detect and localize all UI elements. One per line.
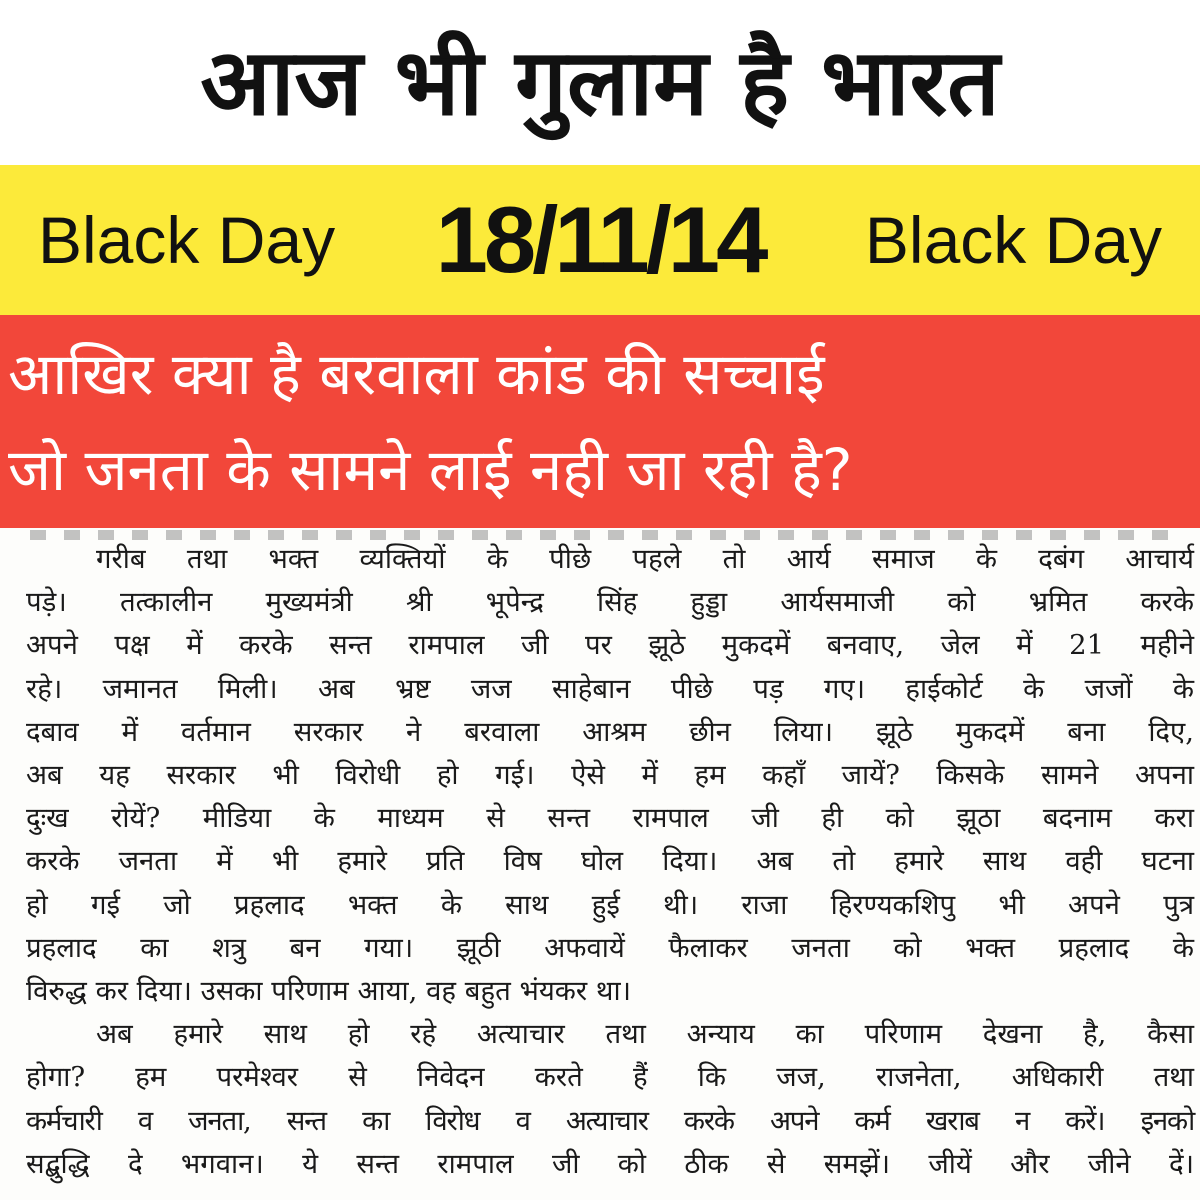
text-line: करके जनता में भी हमारे प्रति विष घोल दिया। अब तो हमारे साथ वही घटना (26, 845, 1194, 878)
black-day-label-left: Black Day (38, 203, 336, 277)
text-line: अब यह सरकार भी विरोधी हो गई। ऐसे में हम कहाँ जायें? किसके सामने अपना (26, 759, 1194, 792)
text-line: होगा? हम परमेश्वर से निवेदन करते हैं कि जज, राजनेता, अधिकारी तथा (26, 1061, 1194, 1094)
black-day-label-right: Black Day (864, 203, 1162, 277)
cropped-text-edge (30, 530, 1170, 540)
text-line: हो गई जो प्रहलाद भक्त के साथ हुई थी। राजा हिरण्यकशिपु भी अपने पुत्र (26, 888, 1194, 921)
title-banner (0, 0, 1200, 165)
text-line: प्रहलाद का शत्रु बन गया। झूठी अफवायें फैलाकर जनता को भक्त प्रहलाद के (26, 931, 1194, 964)
scanned-document (0, 528, 1200, 1200)
text-line: अब हमारे साथ हो रहे अत्याचार तथा अन्याय का परिणाम देखना है, कैसा (96, 1018, 1194, 1051)
text-line: दुःख रोयें? मीडिया के माध्यम से सन्त रामपाल जी ही को झूठा बदनाम करा (26, 802, 1194, 835)
text-line: दबाव में वर्तमान सरकार ने बरवाला आश्रम छीन लिया। झूठे मुकदमें बना दिए, (26, 715, 1194, 748)
text-line: पड़े। तत्कालीन मुख्यमंत्री श्री भूपेन्द्र सिंह हुड्डा आर्यसमाजी को भ्रमित करके (26, 586, 1194, 619)
headline-line-2: जो जनता के सामने लाई नही जा रही है? (8, 435, 853, 504)
text-line: गरीब तथा भक्त व्यक्तियों के पीछे पहले तो आर्य समाज के दबंग आचार्य (96, 543, 1194, 575)
page-title: आज भी गुलाम है भारत (200, 28, 1000, 136)
document-paragraph-1 (0, 538, 1200, 1013)
text-line: विरुद्ध कर दिया। उसका परिणाम आया, वह बहुत भंयकर था। (26, 975, 631, 1008)
headline-line-1: आखिर क्या है बरवाला कांड की सच्चाई (8, 339, 825, 408)
document-paragraph-2 (0, 1013, 1200, 1186)
text-line: सद्बुद्धि दे भगवान। ये सन्त रामपाल जी को ठीक से समझें। जीयें और जीने दें। (26, 1147, 1194, 1180)
headline-banner (0, 315, 1200, 528)
text-line: रहे। जमानत मिली। अब भ्रष्ट जज साहेबान पीछे पड़ गए। हाईकोर्ट के जजों के (26, 672, 1194, 705)
date-label: 18/11/14 (435, 187, 765, 292)
text-line: अपने पक्ष में करके सन्त रामपाल जी पर झूठे मुकदमें बनवाए, जेल में 21 महीने (26, 629, 1194, 662)
date-banner (0, 165, 1200, 315)
text-line: कर्मचारी व जनता, सन्त का विरोध व अत्याचार करके अपने कर्म खराब न करें। इनको (26, 1104, 1194, 1137)
